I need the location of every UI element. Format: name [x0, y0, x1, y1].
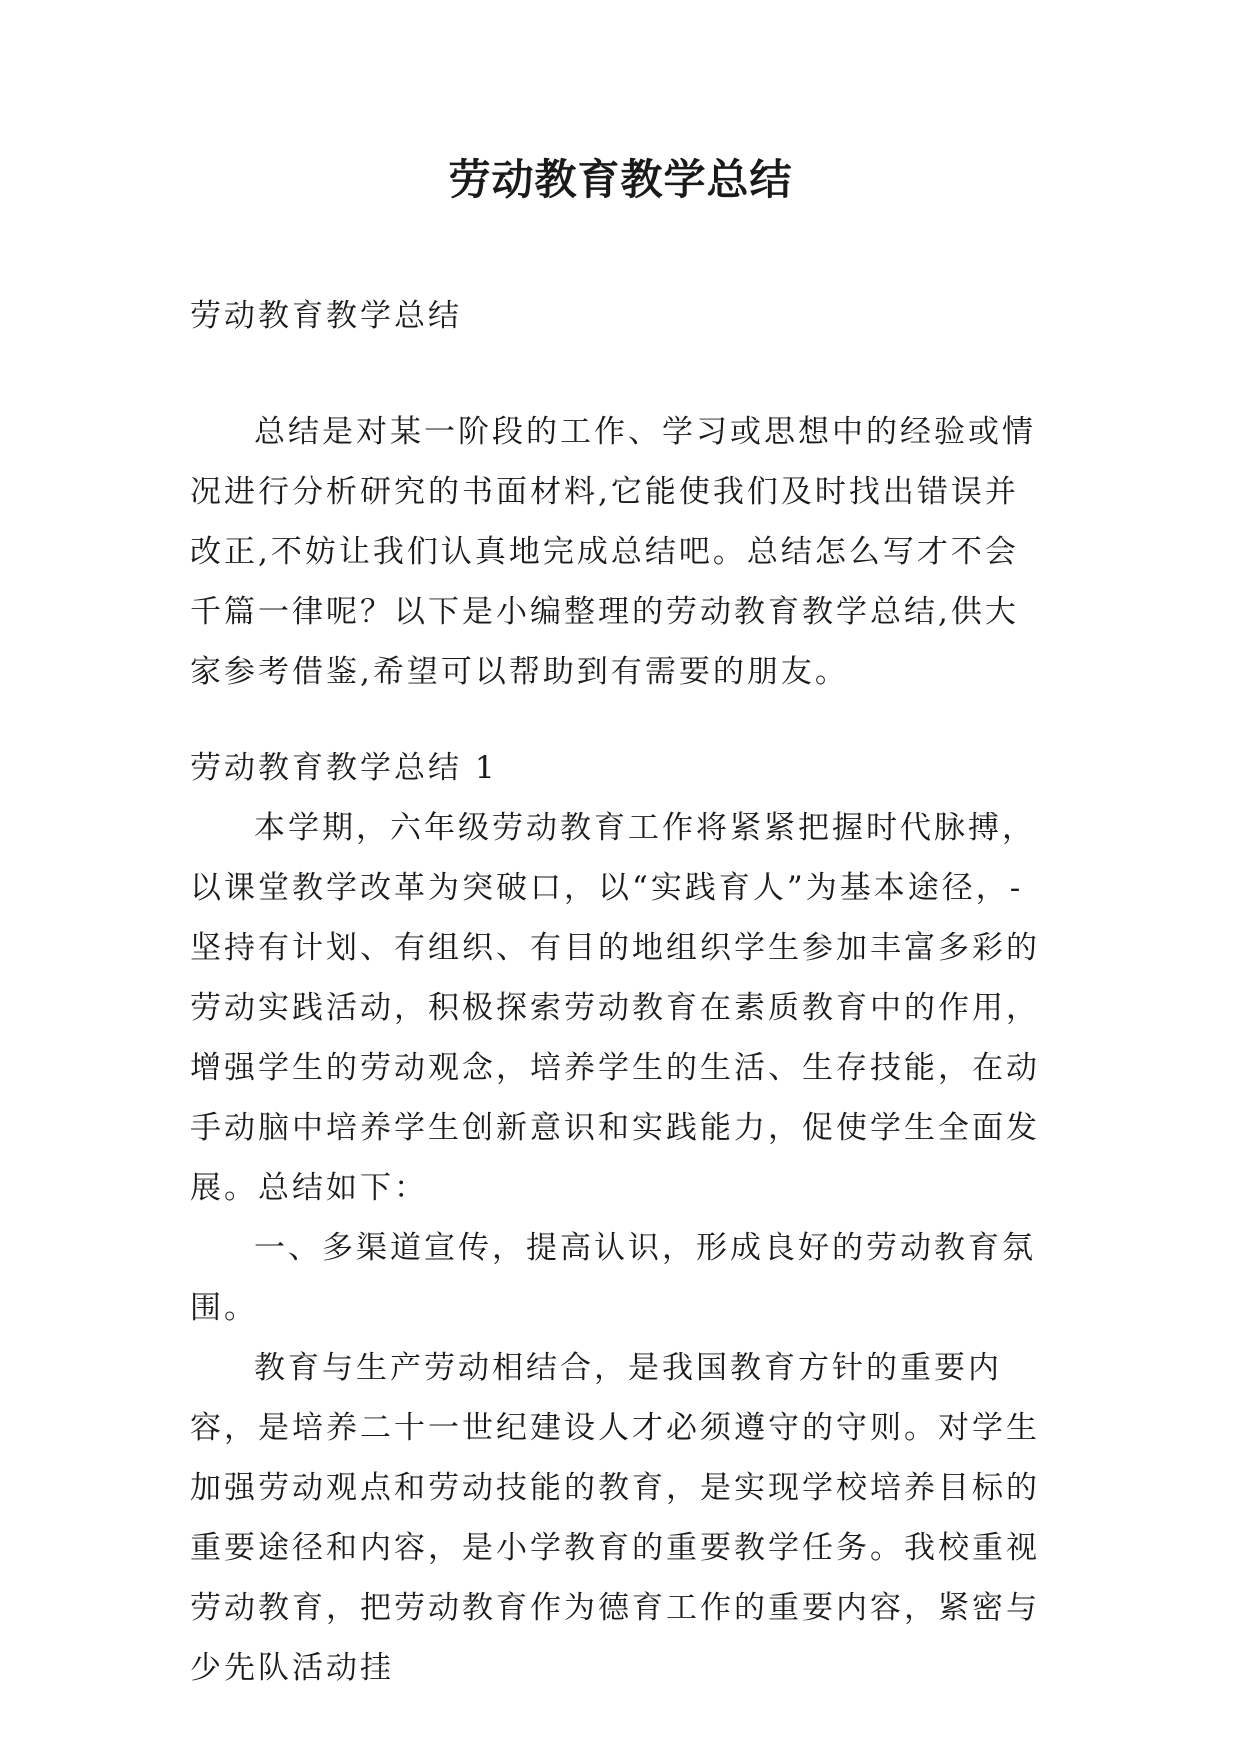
intro-paragraph: 总结是对某一阶段的工作、学习或思想中的经验或情况进行分析研究的书面材料,它能使我们及时找出错误并改正,不妨让我们认真地完成总结吧。总结怎么写才不会千篇一律呢？以下是小编整理的劳动教育教学总结,供大家参考借鉴,希望可以帮助到有需要的朋友。 [190, 414, 1036, 690]
section-1-paragraph-1: 本学期，六年级劳动教育工作将紧紧把握时代脉搏，以课堂教学改革为突破口，以“实践育人”为基本途径，-坚持有计划、有组织、有目的地组织学生参加丰富多彩的劳动实践活动，积极探索劳动教育在素质教育中的作用，增强学生的劳动观念，培养学生的生活、生存技能，在动手动脑中培养学生创新意识和实践能力，促使学生全面发展。总结如下： [190, 810, 1040, 1206]
section-1 [190, 738, 1050, 1698]
section-1-heading: 劳动教育教学总结 1 [190, 750, 498, 786]
document-title: 劳动教育教学总结 [448, 155, 793, 204]
document-subtitle: 劳动教育教学总结 [190, 298, 462, 334]
section-1-paragraph-2: 教育与生产劳动相结合，是我国教育方针的重要内容，是培养二十一世纪建设人才必须遵守的守则。对学生加强劳动观点和劳动技能的教育，是实现学校培养目标的重要途径和内容，是小学教育的重要教学任务。我校重视劳动教育，把劳动教育作为德育工作的重要内容，紧密与少先队活动挂 [190, 1350, 1040, 1686]
section-1-point-1: 一、多渠道宣传，提高认识，形成良好的劳动教育氛围。 [190, 1230, 1036, 1326]
